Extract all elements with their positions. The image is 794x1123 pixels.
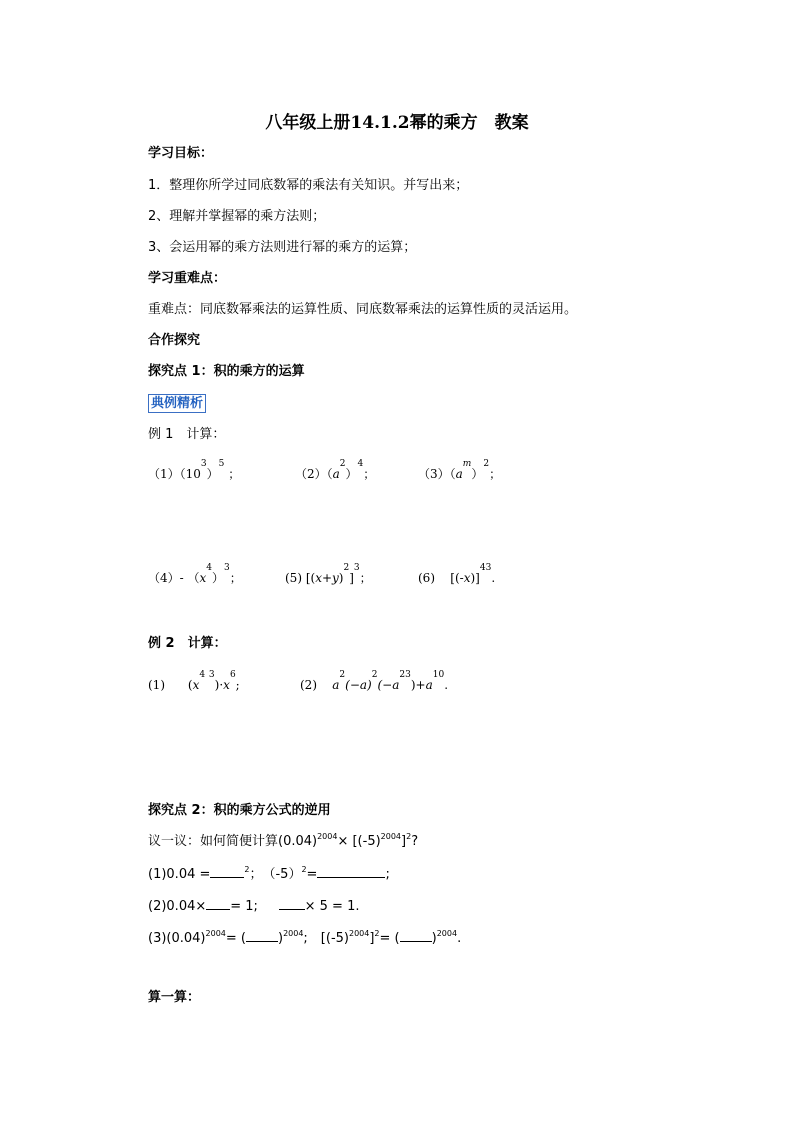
blank-field[interactable] bbox=[279, 897, 305, 910]
example-tag: 典例精析 bbox=[148, 394, 206, 413]
discuss-line: 议一议：如何简便计算$(0.04)^{2004}\times [(-5)^{2004}]^2$? bbox=[148, 832, 419, 849]
example1-problem-3: $(3)(a^m)^2$； bbox=[418, 459, 502, 481]
objective-item-3: 3、会运用幂的乘方法则进行幂的乘方的运算； bbox=[148, 240, 417, 255]
blank-field[interactable] bbox=[210, 865, 244, 878]
example1-problem-2: $(2)(a^2)^4$； bbox=[295, 459, 376, 481]
blank-field[interactable] bbox=[400, 929, 432, 942]
blank-field[interactable] bbox=[246, 929, 278, 942]
point1-heading: 探究点 1：积的乘方的运算 bbox=[148, 364, 305, 379]
question-1: (1)0.04 = $^2$； $(-5)^2=$ ; bbox=[148, 865, 390, 882]
example1-problem-4: （4）- $(x^4)^3$； bbox=[148, 563, 242, 585]
example1-problem-6: (6) $[(-x)]^{43}$. bbox=[418, 563, 496, 585]
example1-label: 例 1 计算： bbox=[148, 427, 226, 442]
example2-problem-1: (1) ($x^4$ $^3)\cdot x^6$; bbox=[148, 670, 240, 692]
key-points-text: 重难点：同底数幂乘法的运算性质、同底数幂乘法的运算性质的灵活运用。 bbox=[148, 302, 578, 317]
blank-field[interactable] bbox=[317, 865, 385, 878]
example1-problem-1: $(1)(10^3)^5$ ； bbox=[148, 459, 241, 481]
example1-problem-5: (5) $[(x+y)^2]^3$； bbox=[285, 563, 372, 585]
calc-heading: 算一算： bbox=[148, 990, 201, 1005]
question-3: $(3)(0.04)^{2004}=$ ( )$^{2004}$; $[(-5)^{2004}]^2=$ ( )$^{2004}$. bbox=[148, 929, 462, 946]
question-2: (2)0.04× = 1; × 5 = 1. bbox=[148, 899, 360, 914]
key-points-heading: 学习重难点： bbox=[148, 271, 227, 286]
point2-heading: 探究点 2：积的乘方公式的逆用 bbox=[148, 803, 331, 818]
example2-problem-2: (2) $a^2(-a)^2(-a^{23})+a^{10}$. bbox=[300, 670, 449, 692]
objectives-heading: 学习目标： bbox=[148, 146, 214, 161]
objective-item-2: 2、理解并掌握幂的乘方法则； bbox=[148, 209, 326, 224]
page-title: 八年级上册14.1.2幂的乘方 教案 bbox=[265, 113, 529, 133]
objective-item-1: 1．整理你所学过同底数幂的乘法有关知识。并写出来； bbox=[148, 178, 469, 193]
coop-heading: 合作探究 bbox=[148, 333, 201, 348]
example2-label: 例 2 计算： bbox=[148, 636, 227, 651]
blank-field[interactable] bbox=[206, 897, 230, 910]
